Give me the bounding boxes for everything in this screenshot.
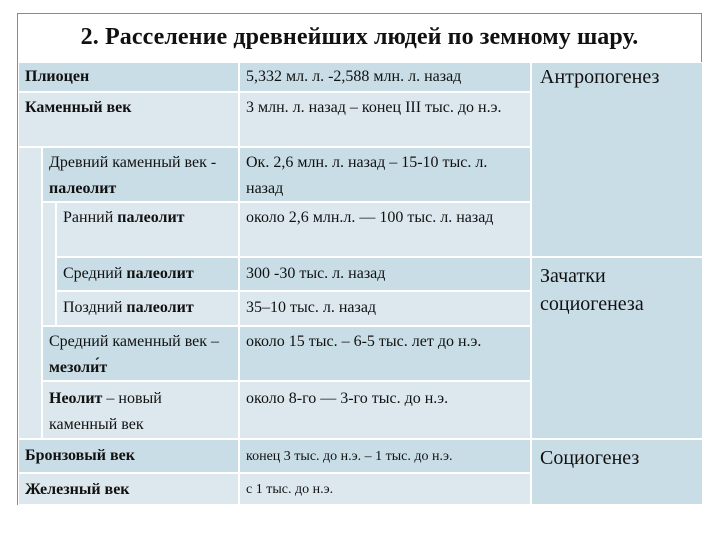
stage-sociogenesis-beginnings: Зачатки социогенеза [540, 265, 644, 315]
table-row-label-cell [42, 326, 239, 381]
page-title: 2. Расселение древнейших людей по земному шару. [80, 24, 639, 50]
row-period: 300 -30 тыс. л. назад [246, 265, 386, 282]
table-row-period-cell [239, 381, 531, 439]
row-period: около 2,6 млн.л. — 100 тыс. л. назад [246, 209, 494, 226]
table-row-label-cell [42, 381, 239, 439]
table-row-period-cell [239, 291, 531, 326]
table-row-label-cell [18, 62, 239, 92]
table-row-period-cell [239, 473, 531, 505]
table-row-label-cell [42, 147, 239, 202]
row-label: Ранний палеолит [63, 209, 185, 226]
row-label: Каменный век [25, 99, 132, 116]
table-row-period-cell [239, 92, 531, 147]
table-row-label-cell [56, 202, 239, 257]
row-label: Средний каменный век – мезоли́т [49, 333, 220, 376]
row-period: около 15 тыс. – 6-5 тыс. лет до н.э. [246, 333, 482, 350]
row-period: 5,332 мл. л. -2,588 млн. л. назад [246, 68, 462, 85]
stage-cell [531, 257, 703, 439]
table-row-label-cell [18, 473, 239, 505]
row-label: Древний каменный век - палеолит [49, 154, 217, 197]
row-period: 3 млн. л. назад – конец III тыс. до н.э. [246, 99, 502, 116]
table-row-period-cell [239, 62, 531, 92]
periods-table [18, 62, 703, 505]
row-period: около 8-го — 3-го тыс. до н.э. [246, 390, 449, 407]
table-row-period-cell [239, 147, 531, 202]
table-row-period-cell [239, 326, 531, 381]
stage-cell [531, 439, 703, 505]
table-row-label-cell [18, 439, 239, 473]
table-row-period-cell [239, 202, 531, 257]
row-period: 35–10 тыс. л. назад [246, 299, 377, 316]
table-row-label-cell [56, 257, 239, 291]
slide [17, 13, 702, 505]
row-label: Поздний палеолит [63, 299, 194, 316]
table-row-label-cell [56, 291, 239, 326]
row-period: Ок. 2,6 млн. л. назад – 15-10 тыс. л. назад [246, 154, 488, 197]
row-period: с 1 тыс. до н.э. [246, 482, 334, 497]
row-period: конец 3 тыс. до н.э. – 1 тыс. до н.э. [246, 449, 453, 464]
indent-strip [42, 202, 56, 326]
row-label: Плиоцен [25, 68, 90, 85]
stage-sociogenesis: Социогенез [540, 447, 640, 469]
table-row-period-cell [239, 257, 531, 291]
row-label: Средний палеолит [63, 265, 194, 282]
stage-anthropogenesis: Антропогенез [540, 66, 660, 88]
row-label: Бронзовый век [25, 447, 135, 464]
table-row-period-cell [239, 439, 531, 473]
row-label: Неолит – новый каменный век [49, 390, 162, 433]
table-row-label-cell [18, 92, 239, 147]
indent-strip [18, 147, 42, 439]
stage-cell [531, 62, 703, 257]
row-label: Железный век [25, 481, 130, 498]
